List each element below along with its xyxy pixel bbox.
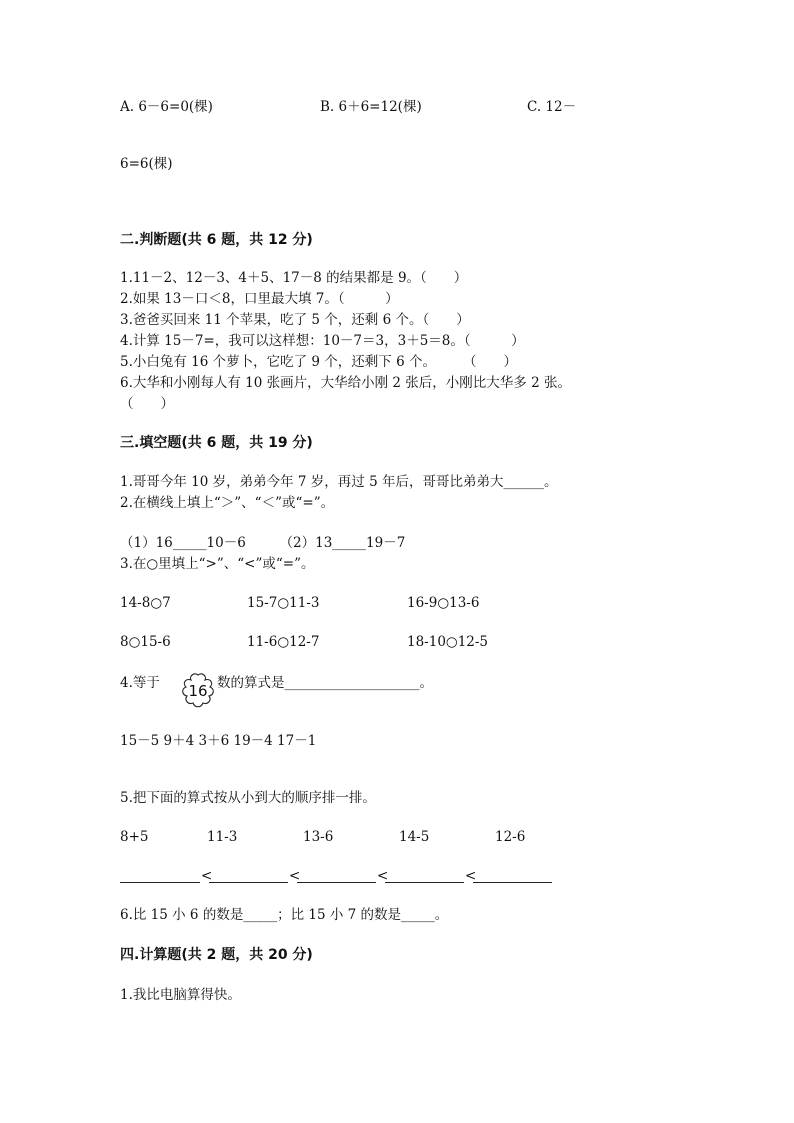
option-c: C. 12－ [527, 99, 577, 115]
order-blank-2[interactable] [209, 882, 288, 883]
judge-item-5: 5.小白兔有 16 个萝卜，它吃了 9 个，还剩下 6 个。 （ ） [120, 354, 517, 370]
compare-3: 16-9○13-6 [407, 595, 480, 611]
compare-6: 18-10○12-5 [407, 634, 489, 650]
judge-item-1: 1.11－2、12－3、4＋5、17－8 的结果都是 9。（ ） [120, 270, 468, 286]
order-item-3: 13-6 [303, 829, 334, 845]
judge-item-6: 6.大华和小刚每人有 10 张画片，大华给小刚 2 张后，小刚比大华多 2 张。 [120, 375, 571, 391]
flower-icon [180, 672, 216, 708]
compare-2: 15-7○11-3 [247, 595, 320, 611]
order-separator-1: < [201, 868, 213, 884]
section-3-title: 三.填空题(共 6 题，共 19 分) [120, 435, 313, 451]
option-c-continued: 6=6(棵) [120, 156, 173, 172]
fill-q4-suffix: 数的算式是____________________。 [217, 675, 433, 691]
calc-q1: 1.我比电脑算得快。 [120, 987, 241, 1003]
section-2-title: 二.判断题(共 6 题，共 12 分) [120, 232, 313, 248]
compare-4: 8○15-6 [120, 634, 171, 650]
section-4-title: 四.计算题(共 2 题，共 20 分) [120, 947, 313, 963]
order-blank-3[interactable] [297, 882, 376, 883]
flower-number: 16 [188, 682, 208, 700]
judge-item-3: 3.爸爸买回来 11 个苹果，吃了 5 个，还剩 6 个。（ ） [120, 312, 470, 328]
fill-q1: 1.哥哥今年 10 岁，弟弟今年 7 岁，再过 5 年后，哥哥比弟弟大______。 [120, 474, 558, 490]
order-blank-5[interactable] [473, 882, 552, 883]
order-blank-1[interactable] [120, 882, 200, 883]
compare-1: 14-8○7 [120, 595, 171, 611]
order-item-2: 11-3 [207, 829, 238, 845]
fill-q2: 2.在横线上填上“＞”、“＜”或“=”。 [120, 495, 335, 511]
order-item-1: 8+5 [120, 829, 149, 845]
order-item-4: 14-5 [399, 829, 430, 845]
fill-q5: 5.把下面的算式按从小到大的顺序排一排。 [120, 790, 376, 806]
option-a: A. 6－6=0(棵) [120, 99, 213, 115]
fill-q2-sub: （1）16_____10－6 （2）13_____19－7 [120, 535, 406, 551]
order-separator-4: < [465, 868, 477, 884]
judge-item-2: 2.如果 13－口＜8，口里最大填 7。（ ） [120, 291, 399, 307]
judge-item-6-bracket: （ ） [120, 396, 174, 412]
fill-q6: 6.比 15 小 6 的数是_____；比 15 小 7 的数是_____。 [120, 907, 449, 923]
order-separator-2: < [289, 868, 301, 884]
order-item-5: 12-6 [495, 829, 526, 845]
fill-q4-prefix: 4.等于 [120, 675, 160, 691]
fill-q4-options: 15－5 9＋4 3＋6 19－4 17－1 [120, 733, 317, 749]
fill-q3: 3.在○里填上“>”、“<”或“=”。 [120, 556, 315, 572]
order-blank-4[interactable] [385, 882, 464, 883]
compare-5: 11-6○12-7 [247, 634, 320, 650]
option-b: B. 6＋6=12(棵) [320, 99, 422, 115]
order-separator-3: < [377, 868, 389, 884]
judge-item-4: 4.计算 15－7=，我可以这样想：10－7＝3，3＋5＝8。（ ） [120, 333, 525, 349]
